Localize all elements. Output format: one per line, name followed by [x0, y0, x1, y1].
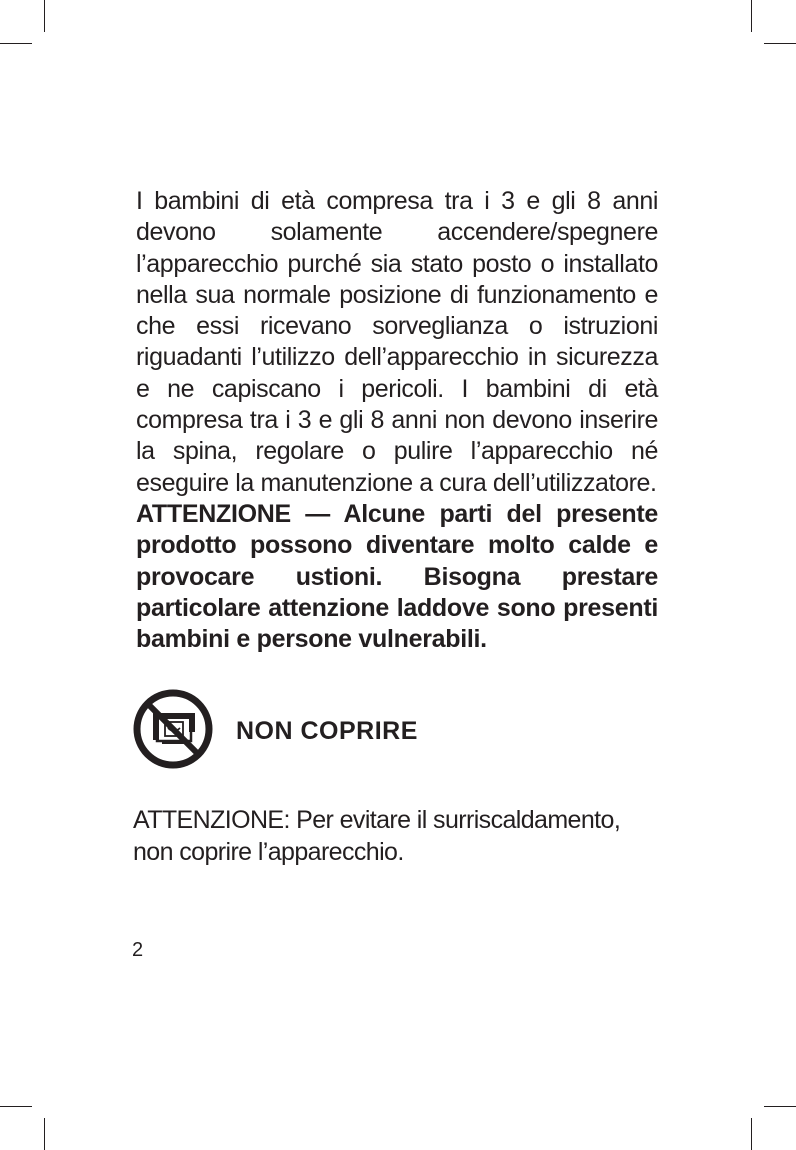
crop-mark [44, 0, 45, 32]
crop-mark [0, 43, 32, 44]
crop-mark [751, 1118, 752, 1150]
crop-mark [44, 1118, 45, 1150]
do-not-cover-icon [132, 688, 214, 770]
intro-paragraph-block [136, 186, 658, 499]
page-number: 2 [132, 939, 144, 961]
symbol-heading: NON COPRIRE [236, 717, 418, 745]
bold-warning-block [136, 499, 658, 655]
crop-mark [764, 43, 796, 44]
overheat-note: ATTENZIONE: Per evitare il surriscaldamento, non coprire l’apparecchio. [133, 806, 621, 866]
intro-paragraph: I bambini di età compresa tra i 3 e gli 8 anni devono solamente accendere/spegnere l’apparecchio purché sia stato posto o installato nella sua normale posizione di funzionamento e che essi ricevano sorveglianza o istruzioni riguadanti l’utilizzo dell’apparecchio in sicurezza e ne capiscano i pericoli. I bambini di età compresa tra i 3 e gli 8 anni non devono inserire la spina, regolare o pulire l’apparecchio né eseguire la manutenzione a cura dell’utilizzatore. [136, 187, 658, 497]
overheat-note-block [133, 805, 657, 868]
bold-warning: ATTENZIONE — Alcune parti del presente prodotto possono diventare molto calde e provocare ustioni. Bisogna prestare particolare attenzione laddove sono presenti bambini e persone vulnerabili. [136, 500, 658, 654]
crop-mark [764, 1106, 796, 1107]
crop-mark [751, 0, 752, 32]
crop-mark [0, 1106, 32, 1107]
